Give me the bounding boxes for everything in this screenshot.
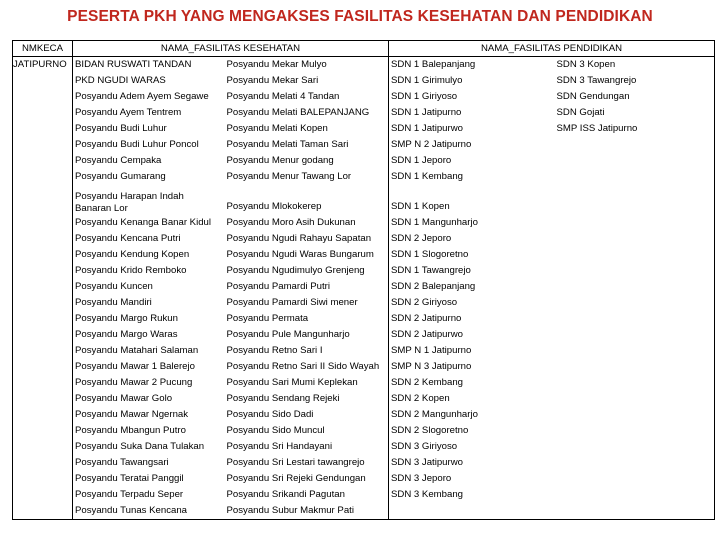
cell-kesehatan-2: Posyandu Mekar Mulyo xyxy=(225,57,389,74)
cell-kesehatan-2: Posyandu Srikandi Pagutan xyxy=(225,487,389,503)
cell-pendidikan-2 xyxy=(555,231,715,247)
table-row xyxy=(13,169,715,185)
cell-pendidikan-2 xyxy=(555,295,715,311)
cell-kesehatan-1: Posyandu Adem Ayem Segawe xyxy=(73,89,225,105)
cell-kesehatan-2: Posyandu Mekar Sari xyxy=(225,73,389,89)
table-row xyxy=(13,327,715,343)
cell-kesehatan-2: Posyandu Moro Asih Dukunan xyxy=(225,215,389,231)
cell-kesehatan-1: Posyandu Budi Luhur Poncol xyxy=(73,137,225,153)
cell-kesehatan-1: Posyandu Harapan Indah Banaran Lor xyxy=(73,185,225,215)
cell-kesehatan-2: Posyandu Permata xyxy=(225,311,389,327)
cell-pendidikan-1: SDN 1 Balepanjang xyxy=(389,57,555,74)
cell-pendidikan-1: SDN 2 Kopen xyxy=(389,391,555,407)
table-row xyxy=(13,375,715,391)
cell-pendidikan-2 xyxy=(555,279,715,295)
cell-kesehatan-2: Posyandu Ngudi Rahayu Sapatan xyxy=(225,231,389,247)
cell-pendidikan-1: SDN 2 Giriyoso xyxy=(389,295,555,311)
cell-pendidikan-2: SDN 3 Kopen xyxy=(555,57,715,74)
cell-kecamatan xyxy=(13,295,73,311)
cell-kecamatan xyxy=(13,73,73,89)
cell-kesehatan-2: Posyandu Sari Mumi Keplekan xyxy=(225,375,389,391)
table-row xyxy=(13,407,715,423)
cell-kecamatan xyxy=(13,487,73,503)
header-kesehatan: NAMA_FASILITAS KESEHATAN xyxy=(73,41,389,57)
cell-kesehatan-2: Posyandu Pamardi Putri xyxy=(225,279,389,295)
cell-kecamatan xyxy=(13,215,73,231)
cell-kecamatan xyxy=(13,121,73,137)
cell-pendidikan-1: SDN 3 Jeporo xyxy=(389,471,555,487)
cell-pendidikan-2 xyxy=(555,263,715,279)
cell-kesehatan-2: Posyandu Pamardi Siwi mener xyxy=(225,295,389,311)
header-kecamatan: NMKECA xyxy=(13,41,73,57)
cell-pendidikan-2: SDN 3 Tawangrejo xyxy=(555,73,715,89)
table-row xyxy=(13,471,715,487)
cell-pendidikan-1: SDN 2 Jatipurwo xyxy=(389,327,555,343)
cell-kesehatan-2: Posyandu Pule Mangunharjo xyxy=(225,327,389,343)
header-pendidikan: NAMA_FASILITAS PENDIDIKAN xyxy=(389,41,715,57)
cell-kesehatan-2: Posyandu Sri Lestari tawangrejo xyxy=(225,455,389,471)
cell-kesehatan-2: Posyandu Sendang Rejeki xyxy=(225,391,389,407)
cell-pendidikan-1: SDN 3 Jatipurwo xyxy=(389,455,555,471)
table-row xyxy=(13,247,715,263)
cell-pendidikan-1: SMP N 2 Jatipurno xyxy=(389,137,555,153)
cell-kesehatan-1: Posyandu Mawar Ngernak xyxy=(73,407,225,423)
table-row xyxy=(13,311,715,327)
cell-kecamatan xyxy=(13,89,73,105)
cell-pendidikan-2: SMP ISS Jatipurno xyxy=(555,121,715,137)
cell-pendidikan-2: SDN Gojati xyxy=(555,105,715,121)
cell-pendidikan-1: SMP N 3 Jatipurno xyxy=(389,359,555,375)
cell-kecamatan xyxy=(13,359,73,375)
cell-kecamatan xyxy=(13,327,73,343)
cell-pendidikan-2 xyxy=(555,137,715,153)
cell-pendidikan-2 xyxy=(555,407,715,423)
table-row xyxy=(13,295,715,311)
cell-kecamatan xyxy=(13,137,73,153)
table-row xyxy=(13,439,715,455)
cell-pendidikan-2 xyxy=(555,455,715,471)
cell-pendidikan-1: SDN 1 Jeporo xyxy=(389,153,555,169)
table-row xyxy=(13,359,715,375)
cell-kesehatan-1: Posyandu Margo Rukun xyxy=(73,311,225,327)
table-row xyxy=(13,121,715,137)
cell-pendidikan-1: SDN 1 Jatipurwo xyxy=(389,121,555,137)
cell-kesehatan-1: Posyandu Gumarang xyxy=(73,169,225,185)
cell-kesehatan-2: Posyandu Sido Dadi xyxy=(225,407,389,423)
cell-kesehatan-2: Posyandu Ngudi Waras Bungarum xyxy=(225,247,389,263)
cell-kecamatan xyxy=(13,231,73,247)
cell-kesehatan-2: Posyandu Subur Makmur Pati xyxy=(225,503,389,520)
cell-kecamatan xyxy=(13,391,73,407)
cell-pendidikan-2 xyxy=(555,311,715,327)
cell-kesehatan-2: Posyandu Menur Tawang Lor xyxy=(225,169,389,185)
cell-kecamatan xyxy=(13,311,73,327)
page-title: PESERTA PKH YANG MENGAKSES FASILITAS KESEHATAN DAN PENDIDIKAN xyxy=(67,8,653,25)
cell-kecamatan xyxy=(13,247,73,263)
facilities-table xyxy=(12,40,715,520)
cell-pendidikan-1: SDN 2 Jatipurno xyxy=(389,311,555,327)
cell-kecamatan xyxy=(13,263,73,279)
cell-kesehatan-2: Posyandu Sido Muncul xyxy=(225,423,389,439)
cell-kecamatan xyxy=(13,455,73,471)
cell-kecamatan xyxy=(13,169,73,185)
cell-kesehatan-2: Posyandu Menur godang xyxy=(225,153,389,169)
cell-pendidikan-1: SDN 2 Mangunharjo xyxy=(389,407,555,423)
table-row xyxy=(13,455,715,471)
table-row xyxy=(13,137,715,153)
cell-kecamatan xyxy=(13,343,73,359)
cell-kesehatan-1: Posyandu Kenanga Banar Kidul xyxy=(73,215,225,231)
cell-kecamatan xyxy=(13,439,73,455)
cell-pendidikan-1: SMP N 1 Jatipurno xyxy=(389,343,555,359)
cell-pendidikan-1: SDN 1 Jatipurno xyxy=(389,105,555,121)
table-row xyxy=(13,105,715,121)
cell-pendidikan-2 xyxy=(555,153,715,169)
cell-pendidikan-1: SDN 1 Tawangrejo xyxy=(389,263,555,279)
cell-pendidikan-1: SDN 3 Giriyoso xyxy=(389,439,555,455)
table-row xyxy=(13,391,715,407)
cell-kesehatan-2: Posyandu Sri Rejeki Gendungan xyxy=(225,471,389,487)
cell-kecamatan xyxy=(13,375,73,391)
cell-kesehatan-2: Posyandu Melati BALEPANJANG xyxy=(225,105,389,121)
cell-kesehatan-1: Posyandu Krido Remboko xyxy=(73,263,225,279)
cell-kesehatan-1: Posyandu Suka Dana Tulakan xyxy=(73,439,225,455)
cell-kesehatan-1: Posyandu Mawar 1 Balerejo xyxy=(73,359,225,375)
cell-kesehatan-2: Posyandu Mlokokerep xyxy=(225,185,389,215)
cell-pendidikan-2 xyxy=(555,185,715,215)
table-body xyxy=(13,57,715,520)
cell-kesehatan-1: Posyandu Terpadu Seper xyxy=(73,487,225,503)
cell-kesehatan-1: Posyandu Mandiri xyxy=(73,295,225,311)
table-row xyxy=(13,231,715,247)
cell-pendidikan-1: SDN 2 Jeporo xyxy=(389,231,555,247)
cell-kesehatan-2: Posyandu Retno Sari II Sido Wayah xyxy=(225,359,389,375)
table-row xyxy=(13,423,715,439)
cell-kecamatan xyxy=(13,407,73,423)
cell-pendidikan-2: SDN Gendungan xyxy=(555,89,715,105)
cell-kesehatan-1: Posyandu Budi Luhur xyxy=(73,121,225,137)
cell-pendidikan-1: SDN 3 Kembang xyxy=(389,487,555,503)
header-row xyxy=(13,41,715,57)
table-row xyxy=(13,185,715,215)
table-row xyxy=(13,503,715,520)
cell-kesehatan-1: Posyandu Matahari Salaman xyxy=(73,343,225,359)
cell-pendidikan-2 xyxy=(555,423,715,439)
cell-kecamatan xyxy=(13,185,73,215)
cell-pendidikan-2 xyxy=(555,487,715,503)
cell-pendidikan-1 xyxy=(389,503,555,520)
cell-kesehatan-1: Posyandu Ayem Tentrem xyxy=(73,105,225,121)
cell-pendidikan-1: SDN 1 Girimulyo xyxy=(389,73,555,89)
table-row xyxy=(13,487,715,503)
table-row xyxy=(13,215,715,231)
cell-kesehatan-1: Posyandu Cempaka xyxy=(73,153,225,169)
cell-pendidikan-1: SDN 1 Kembang xyxy=(389,169,555,185)
cell-kecamatan xyxy=(13,153,73,169)
cell-pendidikan-1: SDN 1 Kopen xyxy=(389,185,555,215)
cell-pendidikan-2 xyxy=(555,247,715,263)
cell-kesehatan-1: Posyandu Tunas Kencana xyxy=(73,503,225,520)
cell-kesehatan-1: Posyandu Tawangsari xyxy=(73,455,225,471)
cell-pendidikan-1: SDN 2 Kembang xyxy=(389,375,555,391)
cell-pendidikan-2 xyxy=(555,343,715,359)
table-row xyxy=(13,89,715,105)
cell-pendidikan-2 xyxy=(555,359,715,375)
table-row xyxy=(13,263,715,279)
cell-kecamatan xyxy=(13,279,73,295)
cell-kesehatan-2: Posyandu Sri Handayani xyxy=(225,439,389,455)
table-row xyxy=(13,57,715,74)
table-row xyxy=(13,279,715,295)
cell-kecamatan xyxy=(13,503,73,520)
cell-kecamatan xyxy=(13,423,73,439)
cell-kesehatan-2: Posyandu Melati Taman Sari xyxy=(225,137,389,153)
cell-kesehatan-2: Posyandu Melati Kopen xyxy=(225,121,389,137)
cell-pendidikan-2 xyxy=(555,439,715,455)
cell-pendidikan-2 xyxy=(555,503,715,520)
cell-kesehatan-1: Posyandu Margo Waras xyxy=(73,327,225,343)
cell-kecamatan xyxy=(13,471,73,487)
cell-kecamatan xyxy=(13,105,73,121)
cell-kesehatan-1: Posyandu Mawar 2 Pucung xyxy=(73,375,225,391)
table-row xyxy=(13,73,715,89)
cell-kecamatan: JATIPURNO xyxy=(13,57,73,74)
cell-kesehatan-2: Posyandu Melati 4 Tandan xyxy=(225,89,389,105)
cell-pendidikan-2 xyxy=(555,391,715,407)
cell-kesehatan-1: PKD NGUDI WARAS xyxy=(73,73,225,89)
cell-kesehatan-1: Posyandu Kuncen xyxy=(73,279,225,295)
table-row xyxy=(13,343,715,359)
cell-pendidikan-1: SDN 2 Balepanjang xyxy=(389,279,555,295)
cell-kesehatan-2: Posyandu Ngudimulyo Grenjeng xyxy=(225,263,389,279)
cell-kesehatan-1: BIDAN RUSWATI TANDAN xyxy=(73,57,225,74)
cell-pendidikan-2 xyxy=(555,375,715,391)
cell-pendidikan-1: SDN 1 Slogoretno xyxy=(389,247,555,263)
cell-kesehatan-1: Posyandu Teratai Panggil xyxy=(73,471,225,487)
table-row xyxy=(13,153,715,169)
cell-pendidikan-2 xyxy=(555,169,715,185)
cell-pendidikan-2 xyxy=(555,215,715,231)
cell-pendidikan-2 xyxy=(555,471,715,487)
cell-kesehatan-1: Posyandu Kendung Kopen xyxy=(73,247,225,263)
cell-pendidikan-1: SDN 1 Mangunharjo xyxy=(389,215,555,231)
cell-pendidikan-2 xyxy=(555,327,715,343)
cell-pendidikan-1: SDN 2 Slogoretno xyxy=(389,423,555,439)
cell-kesehatan-1: Posyandu Kencana Putri xyxy=(73,231,225,247)
cell-kesehatan-1: Posyandu Mbangun Putro xyxy=(73,423,225,439)
cell-kesehatan-1: Posyandu Mawar Golo xyxy=(73,391,225,407)
cell-pendidikan-1: SDN 1 Giriyoso xyxy=(389,89,555,105)
cell-kesehatan-2: Posyandu Retno Sari I xyxy=(225,343,389,359)
